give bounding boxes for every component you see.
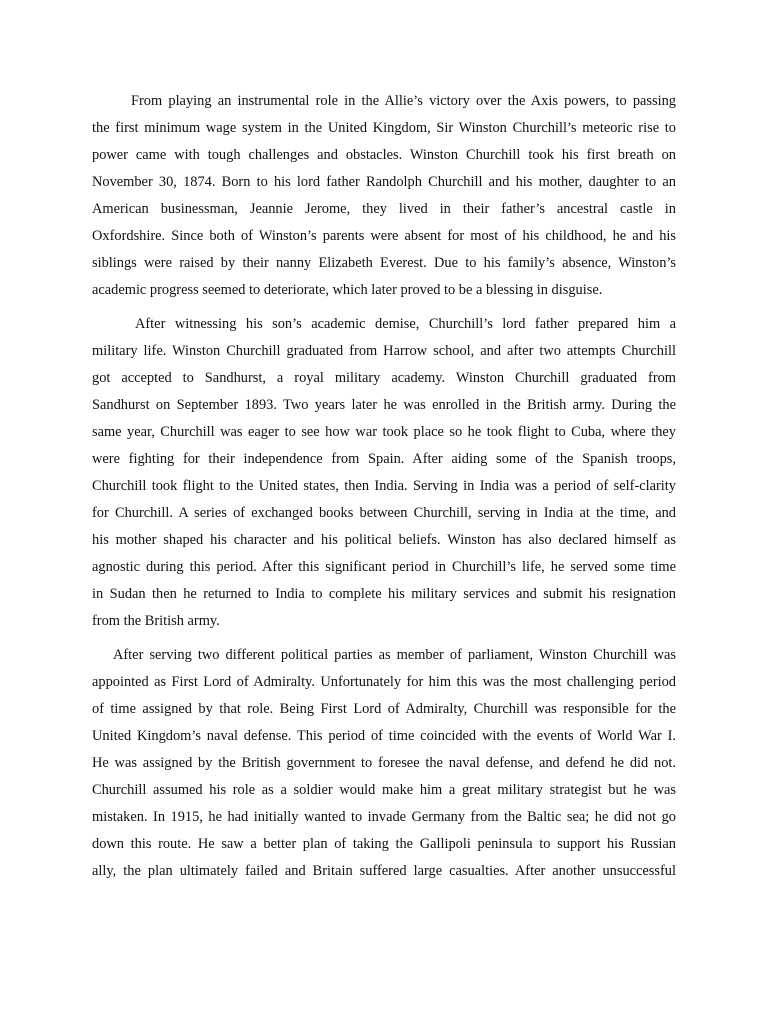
paragraph-line: Churchill assumed his role as a soldier would make him a great military strategist but he was: [92, 782, 676, 798]
paragraph-line: military life. Winston Churchill graduated from Harrow school, and after two attempts Churchill: [92, 343, 676, 359]
paragraph-line: After witnessing his son’s academic demise, Churchill’s lord father prepared him a: [135, 316, 676, 332]
paragraph-line: He was assigned by the British government to foresee the naval defense, and defend he did not.: [92, 755, 676, 771]
paragraph-line: got accepted to Sandhurst, a royal military academy. Winston Churchill graduated from: [92, 370, 676, 386]
paragraph-line: the first minimum wage system in the United Kingdom, Sir Winston Churchill’s meteoric rise to: [92, 120, 676, 136]
paragraph-line: Oxfordshire. Since both of Winston’s parents were absent for most of his childhood, he and his: [92, 228, 676, 244]
paragraph-1: [92, 88, 676, 304]
paragraph-line: power came with tough challenges and obstacles. Winston Churchill took his first breath on: [92, 147, 676, 163]
paragraph-line: Churchill took flight to the United states, then India. Serving in India was a period of self-clarity: [92, 478, 676, 494]
paragraph-3: [92, 642, 676, 885]
paragraph-line: his mother shaped his character and his political beliefs. Winston has also declared himself as: [92, 532, 676, 548]
document-body: [92, 88, 676, 885]
paragraph-line: from the British army.: [92, 613, 220, 629]
paragraph-line: appointed as First Lord of Admiralty. Unfortunately for him this was the most challenging period: [92, 674, 676, 690]
paragraph-line: After serving two different political parties as member of parliament, Winston Churchill was: [113, 647, 676, 663]
paragraph-line: mistaken. In 1915, he had initially wanted to invade Germany from the Baltic sea; he did not go: [92, 809, 676, 825]
paragraph-line: down this route. He saw a better plan of taking the Gallipoli peninsula to support his Russian: [92, 836, 676, 852]
paragraph-line: in Sudan then he returned to India to complete his military services and submit his resignation: [92, 586, 676, 602]
paragraph-line: agnostic during this period. After this significant period in Churchill’s life, he served some time: [92, 559, 676, 575]
paragraph-2: [92, 311, 676, 635]
paragraph-line: November 30, 1874. Born to his lord father Randolph Churchill and his mother, daughter to an: [92, 174, 676, 190]
paragraph-line: ally, the plan ultimately failed and Britain suffered large casualties. After another unsuccessful: [92, 863, 676, 879]
paragraph-line: same year, Churchill was eager to see how war took place so he took flight to Cuba, where they: [92, 424, 676, 440]
paragraph-line: siblings were raised by their nanny Elizabeth Everest. Due to his family’s absence, Winston’s: [92, 255, 676, 271]
paragraph-line: American businessman, Jeannie Jerome, they lived in their father’s ancestral castle in: [92, 201, 676, 217]
paragraph-line: Sandhurst on September 1893. Two years later he was enrolled in the British army. During the: [92, 397, 676, 413]
paragraph-line: for Churchill. A series of exchanged books between Churchill, serving in India at the time, and: [92, 505, 676, 521]
paragraph-line: United Kingdom’s naval defense. This period of time coincided with the events of World War I.: [92, 728, 676, 744]
paragraph-line: From playing an instrumental role in the Allie’s victory over the Axis powers, to passing: [131, 93, 676, 109]
paragraph-line: of time assigned by that role. Being First Lord of Admiralty, Churchill was responsible for the: [92, 701, 676, 717]
paragraph-line: were fighting for their independence from Spain. After aiding some of the Spanish troops,: [92, 451, 676, 467]
paragraph-line: academic progress seemed to deteriorate, which later proved to be a blessing in disguise.: [92, 282, 603, 298]
